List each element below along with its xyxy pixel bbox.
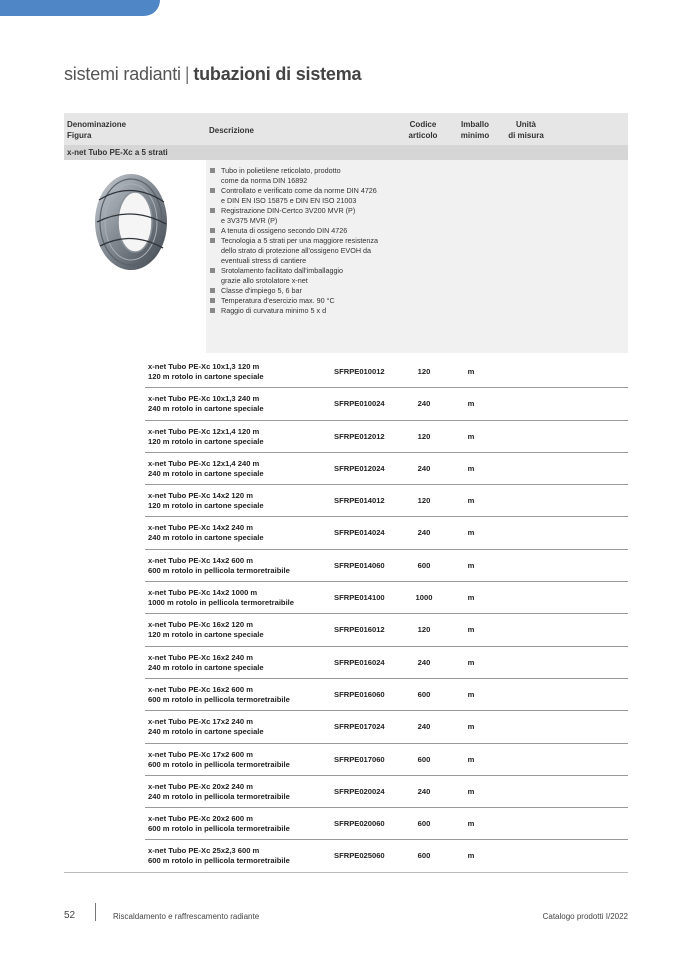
product-name [148, 685, 290, 705]
product-name [148, 717, 264, 737]
product-pack: 120 [417, 496, 431, 506]
col-pack-header [455, 119, 495, 141]
product-pack: 600 [417, 819, 431, 829]
product-code: SFRPE010012 [334, 367, 385, 376]
description-line: Tubo in polietilene reticolato, prodotto [210, 166, 380, 176]
product-pack: 120 [417, 431, 431, 441]
description-line: eventuali stress di cantiere [221, 256, 307, 265]
description-line: grazie allo srotolatore x-net [221, 276, 308, 285]
table-row [145, 744, 628, 776]
footer-catalog: Catalogo prodotti I/2022 [542, 912, 628, 921]
description-line: come da norma DIN 16892 [221, 176, 308, 185]
col-name-header [67, 119, 126, 141]
product-packaging: 600 m rotolo in pellicola termoretraibile [148, 759, 290, 769]
table-header [64, 113, 628, 145]
product-packaging: 120 m rotolo in cartone speciale [148, 436, 264, 446]
product-pack: 240 [417, 722, 431, 732]
product-unit: m [467, 625, 475, 635]
description-line: e DIN EN ISO 15875 e DIN EN ISO 21003 [221, 196, 357, 205]
product-code: SFRPE017024 [334, 722, 385, 732]
product-title: x-net Tubo PE-Xc 17x2 600 m [148, 749, 253, 759]
product-code: SFRPE014100 [334, 593, 385, 603]
product-unit: m [467, 722, 475, 732]
col-name-line2: Figura [67, 131, 92, 140]
product-code: SFRPE016060 [334, 689, 385, 699]
description-line: Srotolamento facilitato dall'imballaggio [210, 266, 380, 276]
product-code: SFRPE012012 [334, 431, 385, 441]
description-line: Tecnologia a 5 strati per una maggiore resistenza [210, 236, 380, 246]
description-cell [206, 160, 628, 353]
product-title: x-net Tubo PE-Xc 14x2 1000 m [148, 588, 258, 598]
description-list [206, 160, 380, 316]
col-desc-header: Descrizione [209, 126, 254, 135]
product-packaging: 1000 m rotolo in pellicola termoretraibile [148, 598, 295, 608]
pipe-coil-image [64, 160, 206, 353]
product-title: x-net Tubo PE-Xc 20x2 600 m [148, 814, 253, 824]
product-title: x-net Tubo PE-Xc 16x2 600 m [148, 684, 253, 694]
product-image-cell [64, 160, 206, 353]
table-row [145, 840, 628, 872]
product-unit: m [467, 431, 475, 441]
col-pack-line1: Imballo [460, 120, 489, 129]
product-name [148, 523, 264, 543]
product-unit: m [467, 463, 475, 473]
page-number: 52 [64, 910, 76, 921]
description-line: Temperatura d'esercizio max. 90 °C [210, 296, 380, 306]
product-title: x-net Tubo PE-Xc 14x2 120 m [148, 491, 253, 501]
product-name [148, 459, 264, 479]
product-unit: m [467, 689, 475, 699]
col-code-line2: articolo [408, 131, 438, 140]
product-packaging: 240 m rotolo in cartone speciale [148, 727, 264, 737]
table-row [145, 550, 628, 582]
header-tab-decoration [0, 0, 160, 16]
description-line: Controllato e verificato come da norme DIN 4726 [210, 186, 380, 196]
product-packaging: 600 m rotolo in pellicola termoretraibile [148, 824, 290, 834]
table-row [145, 582, 628, 614]
product-pack: 600 [417, 754, 431, 764]
product-name [148, 750, 290, 770]
footer-section: Riscaldamento e raffrescamento radiante [113, 912, 260, 921]
table-row [145, 679, 628, 711]
product-title: x-net Tubo PE-Xc 20x2 240 m [148, 781, 253, 791]
product-title: x-net Tubo PE-Xc 16x2 120 m [148, 620, 253, 630]
table-row [145, 647, 628, 679]
product-unit: m [467, 851, 475, 861]
table-row [145, 421, 628, 453]
product-code: SFRPE020060 [334, 819, 385, 829]
bottom-divider [64, 872, 628, 873]
product-unit: m [467, 657, 475, 667]
product-code: SFRPE012024 [334, 463, 385, 473]
product-title: x-net Tubo PE-Xc 16x2 240 m [148, 652, 253, 662]
table-row [145, 485, 628, 517]
product-unit: m [467, 754, 475, 764]
col-code-header [398, 119, 448, 141]
product-unit: m [467, 819, 475, 829]
product-title: x-net Tubo PE-Xc 10x1,3 120 m [148, 362, 260, 371]
product-title: x-net Tubo PE-Xc 17x2 240 m [148, 717, 253, 727]
description-line: e 3V375 MVR (P) [221, 216, 278, 225]
product-packaging: 600 m rotolo in pellicola termoretraibile [148, 565, 290, 575]
table-row [145, 388, 628, 420]
description-line: A tenuta di ossigeno secondo DIN 4726 [210, 226, 380, 236]
product-name [148, 782, 290, 802]
product-unit: m [467, 593, 475, 603]
product-pack: 120 [417, 625, 431, 635]
product-pack: 1000 [415, 593, 433, 603]
product-pack: 600 [417, 851, 431, 861]
product-title: x-net Tubo PE-Xc 14x2 600 m [148, 555, 253, 565]
table-row [145, 808, 628, 840]
product-packaging: 240 m rotolo in cartone speciale [148, 468, 264, 478]
product-code: SFRPE025060 [334, 851, 385, 861]
product-code: SFRPE010024 [334, 399, 385, 409]
table-row [145, 711, 628, 743]
product-table [64, 113, 628, 353]
product-code: SFRPE016024 [334, 657, 385, 667]
product-name [148, 846, 290, 866]
section-header: x-net Tubo PE-Xc a 5 strati [64, 145, 628, 160]
product-name [148, 588, 294, 608]
product-packaging: 120 m rotolo in cartone speciale [148, 372, 264, 381]
product-packaging: 120 m rotolo in cartone speciale [148, 501, 264, 511]
product-name [148, 362, 264, 382]
product-packaging: 600 m rotolo in pellicola termoretraibile [148, 856, 290, 866]
title-light: sistemi radianti [64, 64, 181, 84]
col-pack-line2: minimo [460, 131, 490, 140]
description-line: Classe d'impiego 5, 6 bar [210, 286, 380, 296]
table-row [145, 517, 628, 549]
description-line: dello strato di protezione all'ossigeno EVOH da [221, 246, 372, 255]
product-name [148, 427, 264, 447]
product-title: x-net Tubo PE-Xc 14x2 240 m [148, 523, 253, 533]
description-block [64, 160, 628, 353]
product-name [148, 620, 264, 640]
product-unit: m [467, 528, 475, 538]
product-packaging: 240 m rotolo in cartone speciale [148, 533, 264, 543]
product-unit: m [467, 496, 475, 506]
table-row [145, 453, 628, 485]
product-name [148, 394, 264, 414]
title-separator: | [184, 64, 190, 84]
page-title [64, 64, 361, 85]
product-name [148, 491, 264, 511]
product-packaging: 240 m rotolo in cartone speciale [148, 404, 264, 414]
product-title: x-net Tubo PE-Xc 12x1,4 240 m [148, 458, 260, 468]
product-packaging: 120 m rotolo in cartone speciale [148, 630, 264, 640]
product-code: SFRPE014012 [334, 496, 385, 506]
product-unit: m [467, 367, 475, 376]
product-pack: 120 [417, 367, 431, 376]
product-packaging: 240 m rotolo in cartone speciale [148, 662, 264, 672]
col-name-line1: Denominazione [67, 120, 127, 129]
description-line: Registrazione DIN-Certco 3V200 MVR (P) [210, 206, 380, 216]
product-pack: 240 [417, 463, 431, 473]
product-unit: m [467, 560, 475, 570]
product-name [148, 556, 290, 576]
product-title: x-net Tubo PE-Xc 12x1,4 120 m [148, 426, 260, 436]
product-packaging: 240 m rotolo in pellicola termoretraibile [148, 791, 290, 801]
product-unit: m [467, 786, 475, 796]
product-packaging: 600 m rotolo in pellicola termoretraibile [148, 694, 290, 704]
product-title: x-net Tubo PE-Xc 25x2,3 600 m [148, 846, 260, 856]
footer-divider [95, 903, 96, 921]
col-unit-line2: di misura [508, 131, 544, 140]
product-code: SFRPE017060 [334, 754, 385, 764]
col-unit-line1: Unità [516, 120, 536, 129]
product-code: SFRPE020024 [334, 786, 385, 796]
product-pack: 240 [417, 528, 431, 538]
product-pack: 240 [417, 657, 431, 667]
product-name [148, 814, 290, 834]
table-row [145, 614, 628, 646]
product-pack: 240 [417, 399, 431, 409]
product-name [148, 653, 264, 673]
product-code: SFRPE014024 [334, 528, 385, 538]
col-unit-header [501, 119, 551, 141]
table-row [145, 356, 628, 388]
product-title: x-net Tubo PE-Xc 10x1,3 240 m [148, 394, 260, 404]
col-code-line1: Codice [409, 120, 437, 129]
product-unit: m [467, 399, 475, 409]
table-row [145, 776, 628, 808]
description-line: Raggio di curvatura minimo 5 x d [210, 306, 380, 316]
product-pack: 240 [417, 786, 431, 796]
title-bold: tubazioni di sistema [193, 64, 362, 84]
product-pack: 600 [417, 689, 431, 699]
product-code: SFRPE016012 [334, 625, 385, 635]
product-rows [145, 356, 628, 873]
product-pack: 600 [417, 560, 431, 570]
product-code: SFRPE014060 [334, 560, 385, 570]
